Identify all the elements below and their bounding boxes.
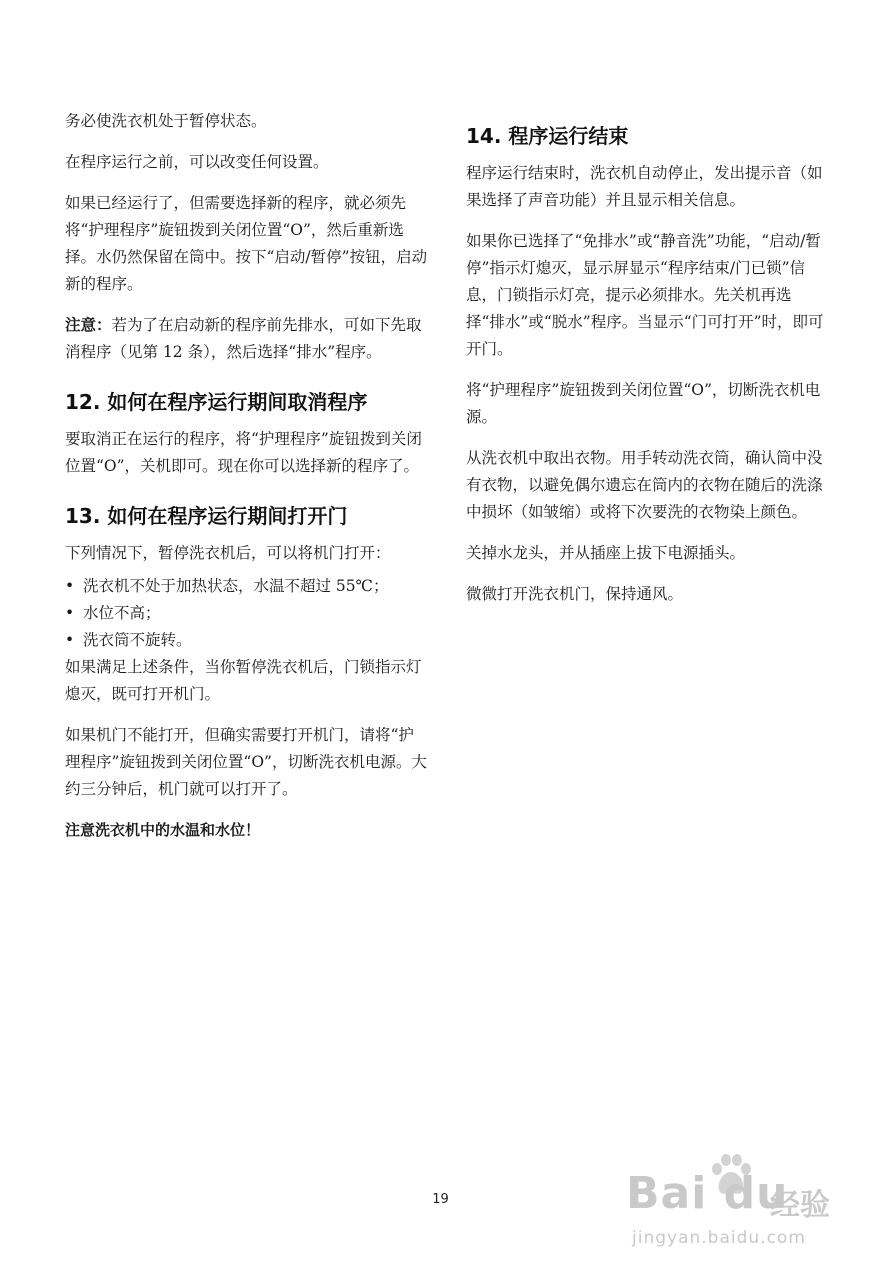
bullet-icon: • xyxy=(65,577,75,595)
note-paragraph xyxy=(65,312,429,366)
paragraph: 微微打开洗衣机门，保持通风。 xyxy=(466,585,684,603)
watermark-brand: Bai du xyxy=(626,1168,789,1219)
page-number: 19 xyxy=(432,1192,449,1207)
paragraph: 如果满足上述条件，当你暂停洗衣机后，门锁指示灯熄灭，既可打开机门。 xyxy=(65,658,422,703)
watermark-cn: 经验 xyxy=(770,1188,830,1223)
bullet-list xyxy=(65,573,429,654)
section-heading-14: 14. 程序运行结束 xyxy=(466,124,629,148)
right-column xyxy=(466,108,826,622)
bullet-icon: • xyxy=(65,631,75,649)
paragraph: 要取消正在运行的程序，将“护理程序”旋钮拨到关闭位置“O”，关机即可。现在你可以选择新的程序了。 xyxy=(65,430,422,475)
paragraph: 如果已经运行了，但需要选择新的程序，就必须先将“护理程序”旋钮拨到关闭位置“O”，然后重新选择。水仍然保留在筒中。按下“启动/暂停”按钮，启动新的程序。 xyxy=(65,194,428,293)
note-text: 若为了在启动新的程序前先排水，可如下先取消程序（见第 12 条），然后选择“排水”程序。 xyxy=(65,316,422,361)
paragraph: 程序运行结束时，洗衣机自动停止，发出提示音（如果选择了声音功能）并且显示相关信息。 xyxy=(466,164,823,209)
section-heading-13: 13. 如何在程序运行期间打开门 xyxy=(65,504,348,528)
paragraph: 从洗衣机中取出衣物。用手转动洗衣筒，确认筒中没有衣物，以避免偶尔遗忘在筒内的衣物在随后的洗涤中损坏（如皱缩）或将下次要洗的衣物染上颜色。 xyxy=(466,449,823,521)
warning-line: 注意洗衣机中的水温和水位！ xyxy=(65,821,261,839)
left-column xyxy=(65,108,429,858)
paragraph: 在程序运行之前，可以改变任何设置。 xyxy=(65,153,329,171)
paragraph: 关掉水龙头，并从插座上拔下电源插头。 xyxy=(466,544,746,562)
baidu-watermark xyxy=(620,1150,870,1265)
list-item: • 洗衣筒不旋转。 xyxy=(65,627,429,654)
paragraph: 如果你已选择了“免排水”或“静音洗”功能，“启动/暂停”指示灯熄灭，显示屏显示“程序结束/门已锁”信息，门锁指示灯亮，提示必须排水。先关机再选择“排水”或“脱水”程序。当显示“门可打开”时，即可开门。 xyxy=(466,232,824,358)
list-item: • 水位不高； xyxy=(65,600,429,627)
list-item: • 洗衣机不处于加热状态，水温不超过 55℃； xyxy=(65,573,429,600)
bullet-icon: • xyxy=(65,604,75,622)
watermark-url: jingyan.baidu.com xyxy=(632,1228,806,1248)
note-label: 注意： xyxy=(65,316,112,334)
paragraph: 如果机门不能打开，但确实需要打开机门，请将“护理程序”旋钮拨到关闭位置“O”，切断洗衣机电源。大约三分钟后，机门就可以打开了。 xyxy=(65,726,427,798)
section-heading-12: 12. 如何在程序运行期间取消程序 xyxy=(65,390,368,414)
paragraph: 务必使洗衣机处于暂停状态。 xyxy=(65,112,267,130)
paragraph: 将“护理程序”旋钮拨到关闭位置“O”，切断洗衣机电源。 xyxy=(466,381,821,426)
paragraph: 下列情况下，暂停洗衣机后，可以将机门打开： xyxy=(65,544,391,562)
